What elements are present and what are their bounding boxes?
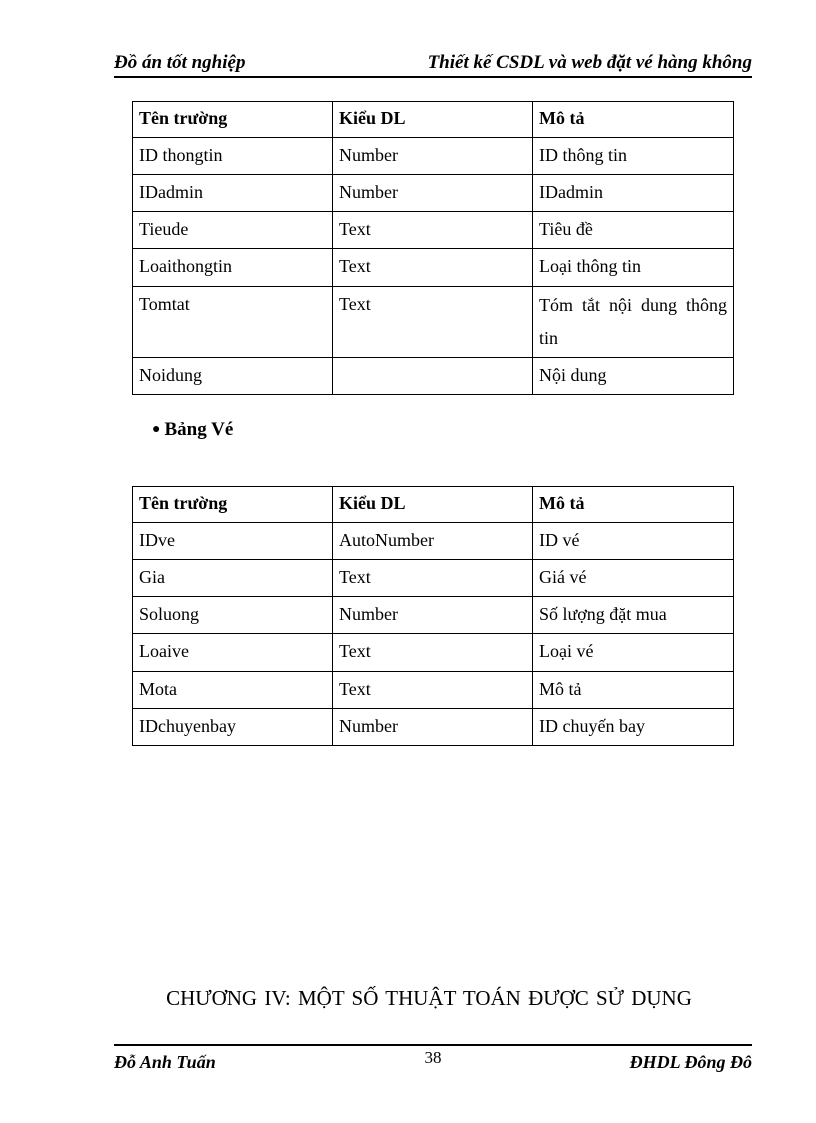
page-number: 38 xyxy=(424,1048,442,1067)
bullet-icon: ● xyxy=(152,422,161,437)
table-cell: Number xyxy=(333,708,533,745)
table-cell: Text xyxy=(333,560,533,597)
table-cell xyxy=(333,358,533,395)
header-left-title: Đồ án tốt nghiệp xyxy=(114,52,246,73)
column-header-ten-truong: Tên trường xyxy=(133,102,333,138)
column-header-kieu-dl: Kiểu DL xyxy=(333,487,533,523)
table-ve xyxy=(132,486,734,746)
table-header-row xyxy=(133,487,734,523)
table-cell: Tóm tắt nội dung thông tin xyxy=(533,286,734,358)
table-cell: Loaithongtin xyxy=(133,249,333,286)
table-cell: Tieude xyxy=(133,212,333,249)
table-cell: ID vé xyxy=(533,523,734,560)
table-row xyxy=(133,212,734,249)
table-row xyxy=(133,138,734,175)
page-footer xyxy=(114,1044,752,1072)
table-cell: IDadmin xyxy=(133,175,333,212)
section-heading-text: Bảng Vé xyxy=(164,419,234,440)
table-cell: Loaive xyxy=(133,634,333,671)
table-cell: Số lượng đặt mua xyxy=(533,597,734,634)
chapter-title: CHƯƠNG IV: MỘT SỐ THUẬT TOÁN ĐƯỢC SỬ DỤNG xyxy=(166,986,692,1010)
table-cell: IDve xyxy=(133,523,333,560)
table-row xyxy=(133,708,734,745)
header-right-title: Thiết kế CSDL và web đặt vé hàng không xyxy=(427,52,752,73)
table-cell: Text xyxy=(333,212,533,249)
table-cell: Text xyxy=(333,286,533,358)
table-cell: Gia xyxy=(133,560,333,597)
column-header-mo-ta: Mô tả xyxy=(533,487,734,523)
column-header-mo-ta: Mô tả xyxy=(533,102,734,138)
table-thongtin xyxy=(132,101,734,395)
footer-institution: ĐHDL Đông Đô xyxy=(629,1052,752,1072)
table-row xyxy=(133,634,734,671)
table-cell: Text xyxy=(333,634,533,671)
table-cell: Tiêu đề xyxy=(533,212,734,249)
table-cell: Number xyxy=(333,138,533,175)
table-cell: ID thông tin xyxy=(533,138,734,175)
table-cell: Loại thông tin xyxy=(533,249,734,286)
table-cell: Tomtat xyxy=(133,286,333,358)
table-cell: Number xyxy=(333,175,533,212)
table-row xyxy=(133,560,734,597)
table-cell: Giá vé xyxy=(533,560,734,597)
table-row xyxy=(133,597,734,634)
footer-author: Đỗ Anh Tuấn xyxy=(114,1052,216,1072)
table-cell: Soluong xyxy=(133,597,333,634)
table-cell: Nội dung xyxy=(533,358,734,395)
table-cell: Text xyxy=(333,249,533,286)
column-header-kieu-dl: Kiểu DL xyxy=(333,102,533,138)
table-row xyxy=(133,249,734,286)
table-cell: Loại vé xyxy=(533,634,734,671)
table-row xyxy=(133,175,734,212)
table-cell: Text xyxy=(333,671,533,708)
table-row xyxy=(133,523,734,560)
column-header-ten-truong: Tên trường xyxy=(133,487,333,523)
table-cell: Number xyxy=(333,597,533,634)
table-cell: Mô tả xyxy=(533,671,734,708)
table-cell: Mota xyxy=(133,671,333,708)
table-row xyxy=(133,671,734,708)
table-row xyxy=(133,358,734,395)
table-cell: Noidung xyxy=(133,358,333,395)
table-cell: IDadmin xyxy=(533,175,734,212)
section-heading-bang-ve xyxy=(152,419,233,441)
table-cell: AutoNumber xyxy=(333,523,533,560)
table-row xyxy=(133,286,734,358)
page-header xyxy=(114,52,752,78)
table-cell: ID thongtin xyxy=(133,138,333,175)
table-cell: ID chuyến bay xyxy=(533,708,734,745)
table-header-row xyxy=(133,102,734,138)
table-cell: IDchuyenbay xyxy=(133,708,333,745)
